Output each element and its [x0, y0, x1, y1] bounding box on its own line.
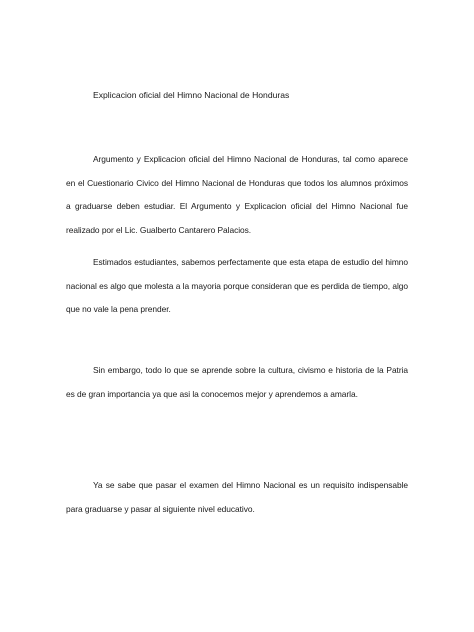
- paragraph-sin-embargo: Sin embargo, todo lo que se aprende sobre la cultura, civismo e historia de la Patria es de gran importancia ya que asi la conocemos mejor y aprendemos a amarla.: [66, 365, 408, 399]
- document-title: Explicacion oficial del Himno Nacional de Honduras: [93, 90, 290, 100]
- paragraph-estimados-estudiantes: Estimados estudiantes, sabemos perfectamente que esta etapa de estudio del himno nacional es algo que molesta a la mayoria porque consideran que es perdida de tiempo, algo que no vale la pena prender.: [66, 257, 408, 314]
- paragraph-examen-requisito: Ya se sabe que pasar el examen del Himno Nacional es un requisito indispensable para graduarse y pasar al siguiente nivel educativo.: [66, 480, 408, 514]
- paragraph-argumento: Argumento y Explicacion oficial del Himno Nacional de Honduras, tal como aparece en el Cuestionario Civico del Himno Nacional de Honduras que todos los alumnos próximos a graduarse deben estudiar. El Argumento y Explicacion oficial del Himno Nacional fue realizado por el Lic. Gualberto Cantarero Palacios.: [66, 154, 408, 235]
